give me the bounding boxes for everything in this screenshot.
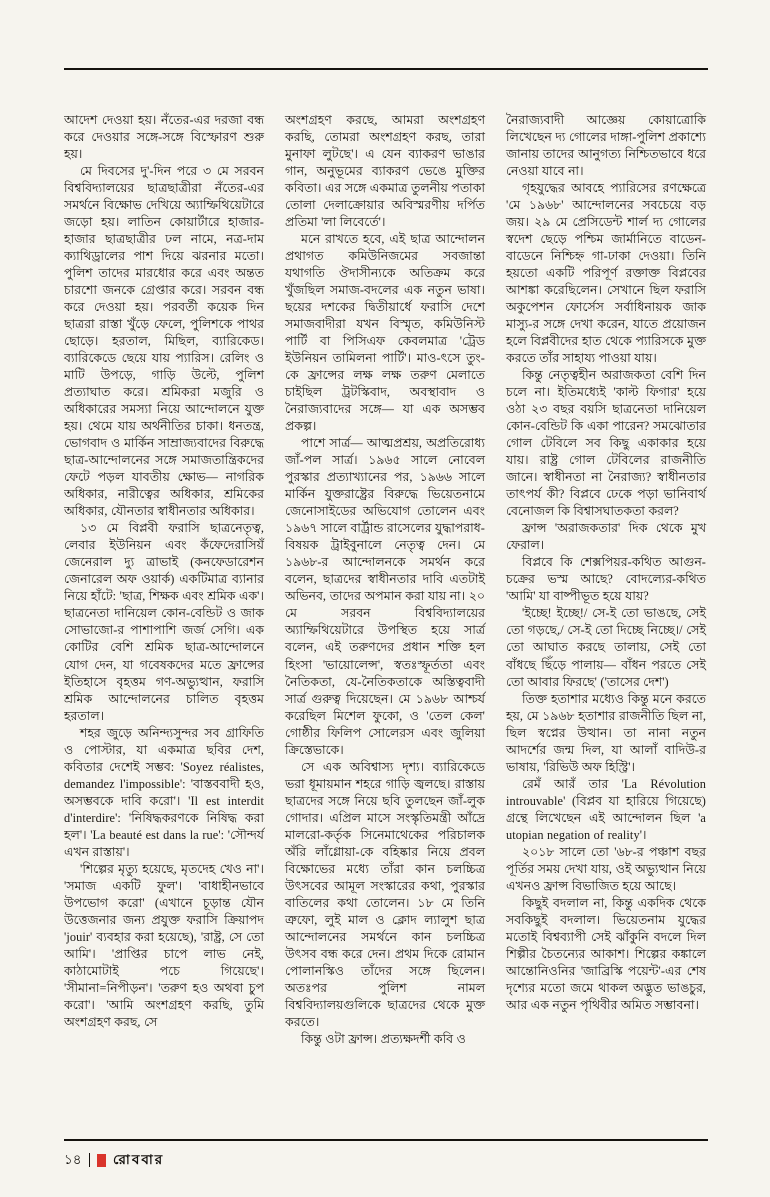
paragraph: কিন্তু নেতৃত্বহীন অরাজকতা বেশি দিন চলে না। ইতিমধ্যেই 'কাল্ট ফিগার' হয়ে ওঠা ২৩ বছর বয়সি ছাত্রনেতা দানিয়েল কোন-বেন্ডিট কি একা পারেন? সমঝোতার গোল টেবিলে সব কিছু একাকার হয়ে যায়। রাষ্ট্র গোল টেবিলের রাজনীতি জানে। স্বাধীনতা না নৈরাজ্য? স্বাধীনতার তাৎপর্য কী? বিপ্লবে ঢেকে পড়া ভানিবার্থ বেনোজল কি বিশ্বাসঘাতকতা করল? [506,368,706,519]
paragraph: নৈরাজ্যবাদী আজ্ঞেয় কোয়াত্রোকি লিখেছেন দ্য গোলের দাঙ্গা-পুলিশ প্রকাশ্যে জানায় তাদের আনুগত্য নিশ্চিতভাবে ধরে নেওয়া যাবে না। [506,113,706,179]
paragraph: পাশে সার্ত্র— আত্মপ্রশ্রয়, অপ্রতিরোধ্য জাঁ-পল সার্ত্র। ১৯৬৫ সালে নোবেল পুরস্কার প্রত্যাখ্যানের পর, ১৯৬৬ সালে মার্কিন যুক্তরাষ্ট্রের বিরুদ্ধে ভিয়েতনামে জেনোসাইডের অভিযোগ তোলেন এবং ১৯৬৭ সালে বার্ট্রান্ড রাসেলের যুদ্ধাপরাধ-বিষয়ক ট্রাইবুনালে নেতৃত্ব দেন। মে ১৯৬৮-র আন্দোলনকে সমর্থন করে বলেন, ছাত্রদের স্বাধীনতার দাবি এতটাই অভিনব, তাদের অপমান করা যায় না। ২০ মে সরবন বিশ্ববিদ্যালয়ের অ্যাম্ফিথিয়েটারে উপস্থিত হয়ে সার্ত্র বলেন, এই তরুণদের প্রধান শক্তি হল হিংসা 'ভায়োলেন্স', স্বতঃস্ফূর্ততা এবং নৈতিকতা, যে-নৈতিকতাকে অস্তিত্ববাদী সার্ত্র গুরুত্ব দিয়েছেন। মে ১৯৬৮ আশ্চর্য করেছিল মিশেল ফুকো, ও 'তেল কেল' গোষ্ঠীর ফিলিপ সোলেরস এবং জুলিয়া ক্রিস্তেভাকে। [285,436,485,757]
article-column-3 [506,112,706,1124]
paragraph: ফ্রান্স 'অরাজকতার' দিক থেকে মুখ ফেরাল। [506,521,706,553]
paragraph: কিছুই বদলাল না, কিন্তু একদিক থেকে সবকিছুই বদলাল। ভিয়েতনাম যুদ্ধের মতোই বিশ্বব্যাপী সেই ঝাঁকুনি বদলে দিল শিল্পীর চৈতন্যের আকাশ। শিল্পের কঙ্কালে আন্তোনিওনির 'জাব্রিস্কি পয়েন্ট'-এর শেষ দৃশ্যের মতো জমে থাকল অদ্ভুত ভাঙচুর, আর এক নতুন পৃথিবীর অমিত সম্ভাবনা। [506,895,706,1012]
paragraph: রেমঁ আরঁ তার 'La Révolution introuvable' (বিপ্লব যা হারিয়ে গিয়েছে) গ্রন্থে লিখেছেন এই আন্দোলন ছিল 'a utopian negation of reality'। [506,776,706,842]
paragraph: 'ইচ্ছে! ইচ্ছে!/ সে-ই তো ভাঙছে, সেই তো গড়ছে,/ সে-ই তো দিচ্ছে নিচ্ছে।/ সেই তো আঘাত করছে তালায়, সেই তো বাঁধছে ছিঁড়ে পালায়— বাঁধন পরতে সেই তো আবার ফিরছে' ('তাসের দেশ') [506,606,706,689]
robbar-logo-mark-icon [97,1154,106,1167]
paragraph: গৃহযুদ্ধের আবহে প্যারিসের রণক্ষেত্রে 'মে ১৯৬৮' আন্দোলনের সবচেয়ে বড় জয়। ২৯ মে প্রেসিডেন্ট শার্ল দ্য গোলের স্বদেশ ছেড়ে পশ্চিম জার্মানিতে বাডেন-বাডেনে নিশ্চিহ্ন গা-ঢাকা দেওয়া। তিনি হয়তো একটি পরিপূর্ণ রক্তাক্ত বিপ্লবের আশঙ্কা করেছিলেন। সেখানে ছিল ফরাসি অকুপেশন ফোর্সেস সর্বাধিনায়ক জাক মাস্যু-র সঙ্গে দেখা করেন, যাতে প্রয়োজন হলে বিপ্লবীদের হাত থেকে প্যারিসকে মুক্ত করতে তাঁর সাহায্য পাওয়া যায়। [506,181,706,366]
paragraph: শহর জুড়ে অনিন্দ্যসুন্দর সব গ্রাফিতি ও পোস্টার, যা একমাত্র ছবির দেশ, কবিতার দেশেই সম্ভব: 'Soyez réalistes, demandez l'impossible': 'বাস্তববাদী হও, অসম্ভবকে দাবি করো'। 'Il est interdit d'interdire': 'নিষিদ্ধকরণকে নিষিদ্ধ করা হল'। 'La beauté est dans la rue': 'সৌন্দর্য এখন রাস্তায়'। [64,725,264,859]
article-body [64,112,708,1124]
top-rule [64,68,708,70]
footer-divider [89,1153,91,1167]
footer-rule [64,1139,708,1141]
article-column-2 [285,112,485,1124]
paragraph: বিপ্লবে কি শেক্সপিয়র-কথিত আগুন-চক্রের ভস্ম আছে? বোদল্যের-কথিত 'আমি' যা বাষ্পীভূত হয়ে যায়? [506,555,706,604]
paragraph: কিন্তু ওটা ফ্রান্স। প্রত্যক্ষদর্শী কবি ও [301,1031,466,1046]
paragraph: মে দিবসের দু'-দিন পরে ৩ মে সরবন বিশ্ববিদ্যালয়ের ছাত্রছাত্রীরা নঁতের-এর সমর্থনে বিক্ষোভ দেখিয়ে অ্যাম্ফিথিয়েটারে জড়ো হয়। লাতিন কোয়ার্টারে হাজার-হাজার ছাত্রছাত্রীর ঢল নামে, নত্র-দাম ক্যাথিড্রালের পাশ দিয়ে ঝরনার মতো। পুলিশ তাদের মারধোর করে এবং অন্তত চারশো জনকে গ্রেপ্তার করে। সরবন বন্ধ করে দেওয়া হয়। পরবর্তী কয়েক দিন ছাত্ররা রাস্তা খুঁড়ে ফেলে, পুলিশকে পাথর ছোড়ে। হরতাল, মিছিল, ব্যারিকেড। ব্যারিকেডে ছেয়ে যায় প্যারিস। রেলিং ও মাটি উপড়ে, গাড়ি উল্টে, পুলিশ প্রত্যাঘাত করে। শ্রমিকরা মজুরি ও অধিকারের সমস্যা নিয়ে আন্দোলনে যুক্ত হয়। থেমে যায় অর্থনীতির চাকা। ধনতন্ত্র, ভোগবাদ ও মার্কিন সাম্রাজ্যবাদের বিরুদ্ধে ছাত্র-আন্দোলনের সঙ্গে সমাজতান্ত্রিকদের ফেটে পড়ল যাবতীয় ক্ষোভ— নাগরিক অধিকার, নারীত্বের অধিকার, শ্রমিকের অধিকার, যৌনতার স্বাধীনতার অধিকার। [64,164,264,519]
page-number: ১৪ [64,1151,82,1167]
paragraph: তিক্ত হতাশার মধ্যেও কিন্তু মনে করতে হয়, মে ১৯৬৮ হতাশার রাজনীতি ছিল না, ছিল স্বপ্নের উত্থান। তা নানা নতুন আদর্শের জন্ম দিল, যা আলাঁ বাদিউ-র ভাষায়, 'রিভিউ অফ হিস্ট্রি'। [506,691,706,774]
paragraph: ১৩ মে বিপ্লবী ফরাসি ছাত্রনেতৃত্ব, লেবার ইউনিয়ন এবং কঁফেদেরাসিয়ঁ জেনেরাল দ্যু ত্রাভাই (কনফেডারেশন জেনারেল অফ ওয়ার্ক) একটিমাত্র ব্যানার নিয়ে হাঁটে: 'ছাত্র, শিক্ষক এবং শ্রমিক এক'। ছাত্রনেতা দানিয়েল কোন-বেন্ডিট ও জাক সোভাজো-র পাশাপাশি জর্জ সেগি। এক কোটির বেশি শ্রমিক ছাত্র-আন্দোলনে যোগ দেন, যা গবেষকদের মতে ফ্রান্সের ইতিহাসে বৃহত্তম গণ-অভ্যুত্থান, ফরাসি শ্রমিক আন্দোলনের চালিত বৃহত্তম হরতাল। [64,521,264,723]
page-footer [64,1149,164,1171]
paragraph: ২০১৮ সালে তো '৬৮-র পঞ্চাশ বছর পূর্তির সময় দেখা যায়, ওই অভ্যুত্থান নিয়ে এখনও ফ্রান্স বিভাজিত হয়ে আছে। [506,844,706,893]
paragraph: মনে রাখতে হবে, এই ছাত্র আন্দোলন প্রথাগত কমিউনিজমের সবজান্তা যথাগতি ঔদাসীন্যকে অতিক্রম করে খুঁজছিল সমাজ-বদলের এক নতুন ভাষা। ছয়ের দশকের দ্বিতীয়ার্ধে ফরাসি দেশে সমাজবাদীরা যখন বিস্মৃত, কমিউনিস্ট পার্টি বা পিসিএফ কেবলমাত্র 'ট্রেড ইউনিয়ন তামিলনা পার্টি'। মাও-ৎসে তুং-কে ফ্রান্সের লক্ষ লক্ষ তরুণ মেলাতে চাইছিল ট্রটস্কিবাদ, অবস্থাবাদ ও নৈরাজ্যবাদের সঙ্গে— যা এক অসম্ভব প্রকল্প। [285,232,485,434]
paragraph: আদেশ দেওয়া হয়। নঁতের-এর দরজা বন্ধ করে দেওয়ার সঙ্গে-সঙ্গে বিস্ফোরণ শুরু হয়। [64,113,264,162]
paragraph: সে এক অবিশ্বাস্য দৃশ্য। ব্যারিকেডে ভরা ধূমায়মান শহরে গাড়ি জ্বলছে। রাস্তায় ছাত্রদের সঙ্গে নিয়ে ছবি তুলছেন জাঁ-লুক গোদার। এপ্রিল মাসে সংস্কৃতিমন্ত্রী আঁদ্রে মালরো-কর্তৃক সিনেমাথেকের পরিচালক অঁরি লাঁগ্লোয়া-কে বহিষ্কার নিয়ে প্রবল বিক্ষোভের মধ্যে তাঁরা কান চলচ্চিত্র উৎসবের আমূল সংস্কারের কথা, পুরস্কার বাতিলের কথা তোলেন। ১৮ মে তিনি ত্রুফো, লুই মাল ও ক্লোদ ল্যালুশ ছাত্র আন্দোলনের সমর্থনে কান চলচ্চিত্র উৎসব বন্ধ করে দেন। প্রথম দিকে রোমান পোলানস্কিও তাঁদের সঙ্গে ছিলেন। অতঃপর পুলিশ নামল বিশ্ববিদ্যালয়গুলিকে ছাত্রদের থেকে মুক্ত করতে। [285,759,485,1029]
paragraph: অংশগ্রহণ করছে, আমরা অংশগ্রহণ করছি, তোমরা অংশগ্রহণ করছ, তারা মুনাফা লুটছে'। এ যেন ব্যাকরণ ভাঙার গান, অনুভূমের ব্যাকরণ ভেঙে মুক্তির কবিতা। এর সঙ্গে একমাত্র তুলনীয় পতাকা তোলা দেলাক্রোয়ার অবিস্মরণীয় দর্পিত প্রতিমা 'লা লিবের্তে'। [285,113,485,230]
paragraph: 'শিল্পের মৃত্যু হয়েছে, মৃতদেহ খেও না'। 'সমাজ একটি ফুল'। 'বাধাহীনভাবে উপভোগ করো' (এখানে চূড়ান্ত যৌন উত্তেজনার জন্য প্রযুক্ত ফরাসি ক্রিয়াপদ 'jouir' ব্যবহার করা হয়েছে), 'রাষ্ট্র, সে তো আমি'। 'প্রাপ্তির চাপে লাভ নেই, কাঠামোটাই পচে গিয়েছে'। 'সীমানা=নিপীড়ন'। 'তরুণ হও অথবা চুপ করো'। 'আমি অংশগ্রহণ করছি, তুমি অংশগ্রহণ করছ, সে [64,861,264,1029]
article-column-1 [64,112,264,1124]
magazine-name: রোববার [113,1151,165,1167]
